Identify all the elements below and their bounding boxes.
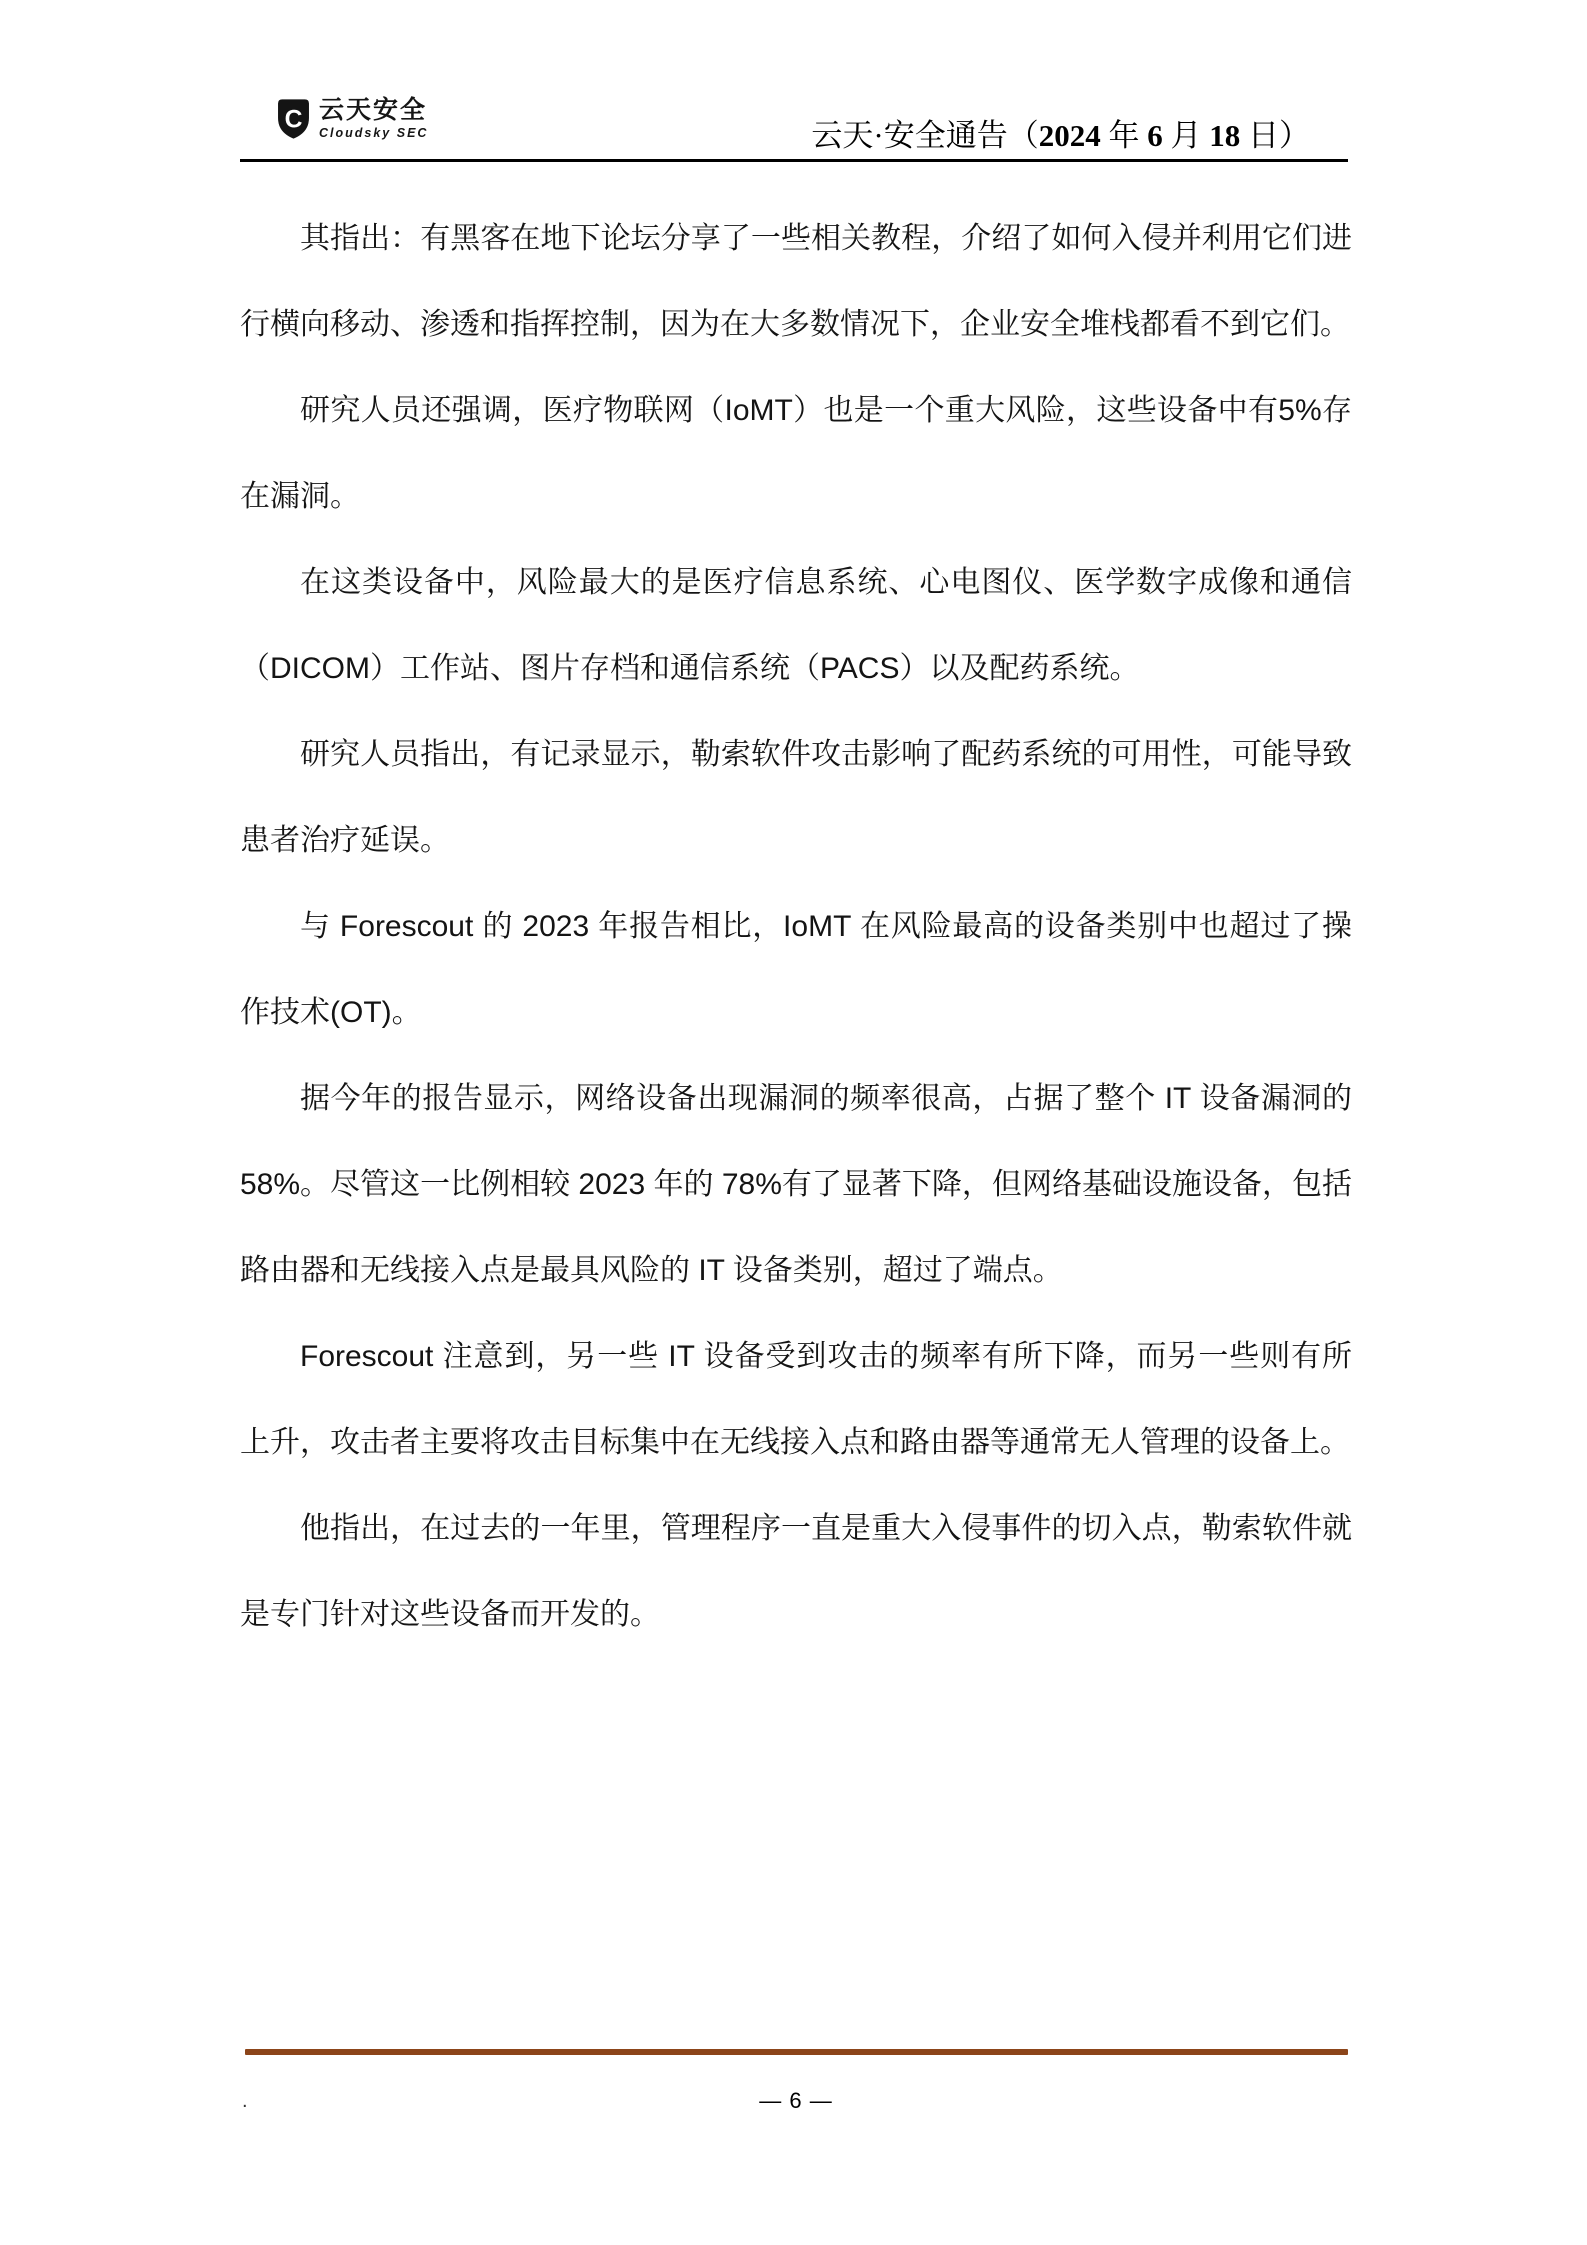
header-title-month-unit: 月: [1162, 118, 1210, 153]
brand-logo: [277, 98, 428, 140]
document-body: [240, 196, 1352, 1658]
header-title-year-unit: 年: [1100, 118, 1148, 153]
footer: [240, 2088, 1352, 2118]
logo-name-cn: 云天安全: [319, 96, 428, 124]
footer-divider-line: [245, 2049, 1348, 2055]
paragraph: 研究人员还强调，医疗物联网（IoMT）也是一个重大风险，这些设备中有5%存在漏洞。: [240, 394, 1352, 513]
shield-logo-icon: [277, 98, 310, 140]
logo-name-en: Cloudsky SEC: [319, 126, 429, 140]
header-title-day: 18: [1209, 118, 1241, 153]
paragraph: 据今年的报告显示，网络设备出现漏洞的频率很高，占据了整个 IT 设备漏洞的 58%。尽管这一比例相较 2023 年的 78%有了显著下降，但网络基础设施设备，包括路由器和无线接入点是最具风险的 IT 设备类别，超过了端点。: [240, 1082, 1352, 1287]
header-title-month: 6: [1147, 118, 1163, 153]
paragraph: 研究人员指出，有记录显示，勒索软件攻击影响了配药系统的可用性，可能导致患者治疗延误。: [240, 738, 1352, 857]
footer-left-mark: .: [242, 2090, 248, 2112]
paragraph: 与 Forescout 的 2023 年报告相比，IoMT 在风险最高的设备类别中也超过了操作技术(OT)。: [240, 910, 1352, 1029]
header-divider-line: [240, 159, 1348, 162]
paragraph: Forescout 注意到，另一些 IT 设备受到攻击的频率有所下降，而另一些则有所上升，攻击者主要将攻击目标集中在无线接入点和路由器等通常无人管理的设备上。: [240, 1340, 1352, 1459]
logo-text: [319, 98, 428, 140]
paragraph: 他指出，在过去的一年里，管理程序一直是重大入侵事件的切入点，勒索软件就是专门针对这些设备而开发的。: [240, 1512, 1352, 1631]
header-title-day-unit: 日）: [1240, 118, 1310, 153]
logo-letter: C: [284, 106, 303, 134]
paragraph: 在这类设备中，风险最大的是医疗信息系统、心电图仪、医学数字成像和通信（DICOM）工作站、图片存档和通信系统（PACS）以及配药系统。: [240, 566, 1352, 685]
document-header-title: [811, 118, 1310, 154]
header-title-text: 云天·安全通告（: [811, 118, 1039, 153]
header-title-year: 2024: [1038, 118, 1101, 153]
page-number: — 6 —: [759, 2088, 833, 2113]
paragraph: 其指出：有黑客在地下论坛分享了一些相关教程，介绍了如何入侵并利用它们进行横向移动、渗透和指挥控制，因为在大多数情况下，企业安全堆栈都看不到它们。: [240, 222, 1352, 341]
